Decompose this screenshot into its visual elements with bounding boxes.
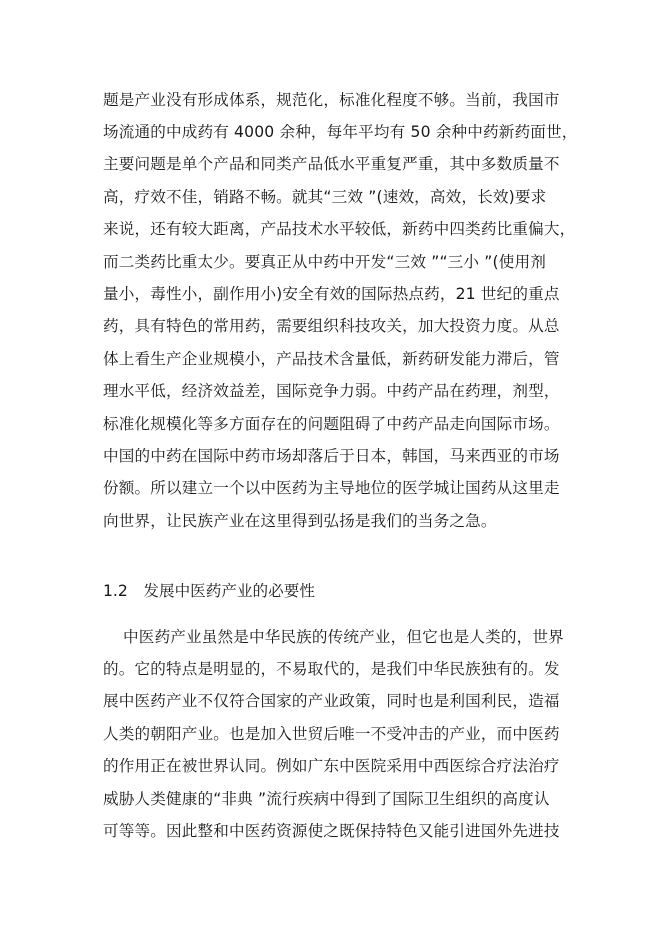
paragraph-2-line-1: 中医药产业虽然是中华民族的传统产业，但它也是人类的，世界 bbox=[123, 628, 564, 646]
paragraph-1-line-11: 标准化规模化等多方面存在的问题阻碍了中药产品走向国际市场。 bbox=[103, 415, 560, 433]
paragraph-1-line-6: 而二类药比重太少。要真正从中药中开发“三效 ”“三小 ”(使用剂 bbox=[103, 253, 546, 271]
paragraph-1-line-3: 主要问题是单个产品和同类产品低水平重复严重，其中多数质量不 bbox=[103, 155, 560, 173]
paragraph-1-line-14: 向世界，让民族产业在这里得到弘扬是我们的当务之急。 bbox=[103, 512, 497, 530]
section-heading: 1.2 发展中医药产业的必要性 bbox=[103, 582, 315, 600]
paragraph-1-line-8: 药，具有特色的常用药，需要组织科技攻关，加大投资力度。从总 bbox=[103, 317, 560, 335]
paragraph-2-line-7: 可等等。因此整和中医药资源使之既保持特色又能引进国外先进技 bbox=[103, 822, 560, 840]
paragraph-1-line-10: 理水平低，经济效益差，国际竞争力弱。中药产品在药理，剂型， bbox=[103, 382, 560, 400]
paragraph-1-line-12: 中国的中药在国际中药市场却落后于日本，韩国，马来西亚的市场 bbox=[103, 447, 560, 465]
paragraph-2-line-4: 人类的朝阳产业。也是加入世贸后唯一不受冲击的产业，而中医药 bbox=[103, 725, 560, 743]
paragraph-1-line-13: 份额。所以建立一个以中医药为主导地位的医学城让国药从这里走 bbox=[103, 479, 560, 497]
paragraph-1-line-9: 体上看生产企业规模小，产品技术含量低，新药研发能力滞后，管 bbox=[103, 350, 560, 368]
paragraph-2-line-3: 展中医药产业不仅符合国家的产业政策，同时也是利国利民，造福 bbox=[103, 692, 560, 710]
paragraph-2-line-5: 的作用正在被世界认同。例如广东中医院采用中西医综合疗法治疗 bbox=[103, 757, 560, 775]
paragraph-1-line-5: 来说，还有较大距离，产品技术水平较低，新药中四类药比重偏大， bbox=[103, 220, 576, 238]
paragraph-2-line-6: 威胁人类健康的“非典 ”流行疾病中得到了国际卫生组织的高度认 bbox=[103, 790, 550, 808]
paragraph-1-line-2: 场流通的中成药有 4000 余种，每年平均有 50 余种中药新药面世， bbox=[103, 123, 578, 141]
paragraph-2-line-2: 的。它的特点是明显的，不易取代的，是我们中华民族独有的。发 bbox=[103, 660, 560, 678]
paragraph-1-line-4: 高，疗效不佳，销路不畅。就其“三效 ”(速效，高效，长效)要求 bbox=[103, 188, 547, 206]
paragraph-1-line-1: 题是产业没有形成体系，规范化，标准化程度不够。当前，我国市 bbox=[103, 91, 560, 109]
paragraph-1-line-7: 量小，毒性小，副作用小)安全有效的国际热点药，21 世纪的重点 bbox=[103, 285, 560, 303]
